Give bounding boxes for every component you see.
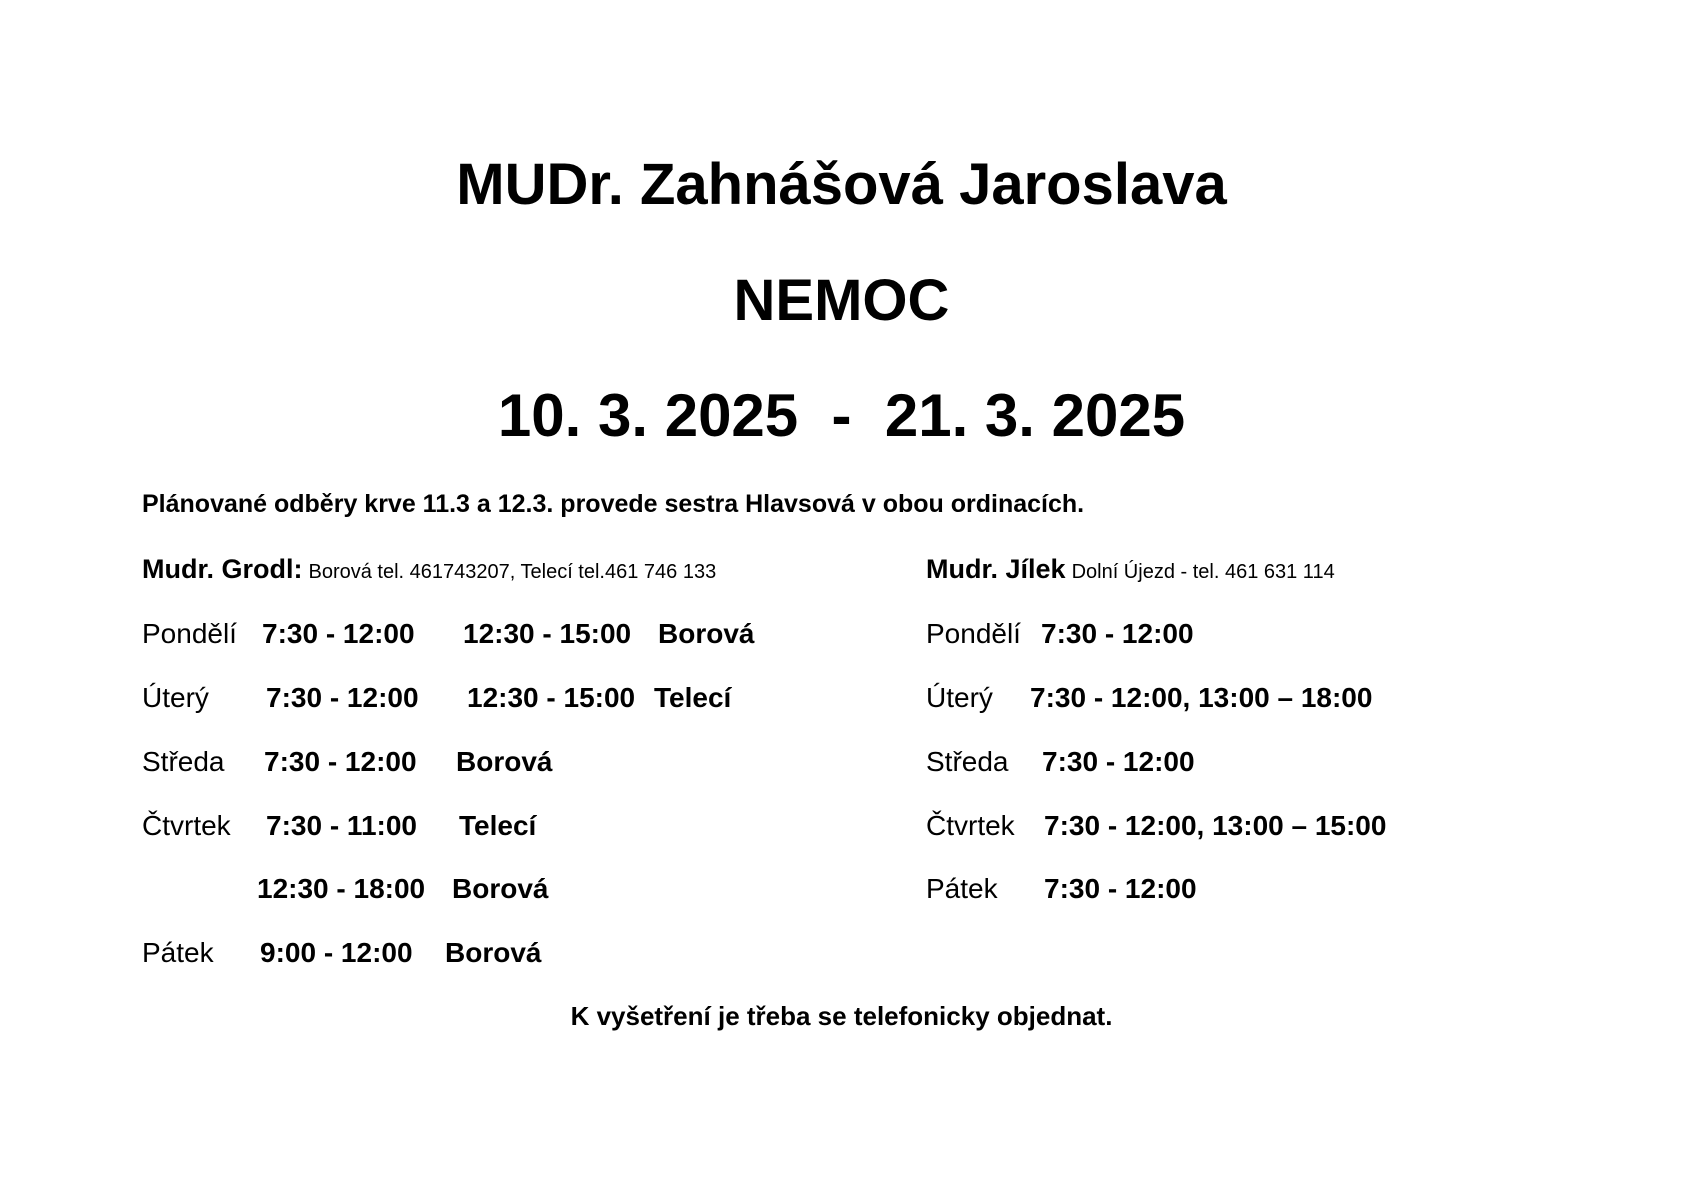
left-place: Borová bbox=[445, 937, 542, 968]
left-time-1: 7:30 - 11:00 bbox=[266, 810, 417, 841]
left-place: Borová bbox=[452, 873, 549, 904]
left-doctor-header bbox=[142, 552, 716, 589]
left-day: Čtvrtek bbox=[142, 810, 231, 841]
right-day: Čtvrtek bbox=[926, 810, 1015, 841]
right-hours: 7:30 - 12:00, 13:00 – 18:00 bbox=[1030, 682, 1373, 713]
right-hours: 7:30 - 12:00 bbox=[1041, 618, 1194, 649]
appointment-note: K vyšetření je třeba se telefonicky objednat. bbox=[570, 1001, 1113, 1031]
left-day: Pondělí bbox=[142, 618, 237, 649]
doctor-title: MUDr. Zahnášová Jaroslava bbox=[456, 152, 1227, 217]
left-day: Úterý bbox=[142, 682, 209, 713]
left-time-1: 7:30 - 12:00 bbox=[264, 746, 417, 777]
right-day: Úterý bbox=[926, 682, 993, 713]
blood-draw-note: Plánované odběry krve 11.3 a 12.3. provede sestra Hlavsová v obou ordinacích. bbox=[142, 490, 1085, 518]
left-time-1: 7:30 - 12:00 bbox=[262, 618, 415, 649]
right-day: Středa bbox=[926, 746, 1009, 777]
left-time-1: 7:30 - 12:00 bbox=[266, 682, 419, 713]
date-range: 10. 3. 2025 - 21. 3. 2025 bbox=[497, 382, 1186, 449]
left-place: Borová bbox=[456, 746, 553, 777]
right-doctor-name: Mudr. Jílek bbox=[926, 554, 1066, 584]
left-day: Středa bbox=[142, 746, 225, 777]
left-doctor-info: Borová tel. 461743207, Telecí tel.461 746 133 bbox=[308, 561, 717, 583]
left-time-1: 12:30 - 18:00 bbox=[257, 873, 426, 904]
left-time-1: 9:00 - 12:00 bbox=[260, 937, 413, 968]
right-doctor-info: Dolní Újezd - tel. 461 631 114 bbox=[1071, 561, 1335, 583]
left-time-2: 12:30 - 15:00 bbox=[467, 682, 636, 713]
left-place: Telecí bbox=[459, 810, 537, 841]
right-doctor-header bbox=[926, 552, 1335, 589]
right-day: Pondělí bbox=[926, 618, 1021, 649]
left-time-2: 12:30 - 15:00 bbox=[463, 618, 632, 649]
left-doctor-name: Mudr. Grodl: bbox=[142, 554, 303, 584]
right-hours: 7:30 - 12:00 bbox=[1042, 746, 1195, 777]
left-place: Telecí bbox=[654, 682, 732, 713]
right-hours: 7:30 - 12:00 bbox=[1044, 873, 1197, 904]
right-hours: 7:30 - 12:00, 13:00 – 15:00 bbox=[1044, 810, 1387, 841]
right-day: Pátek bbox=[926, 873, 998, 904]
status-heading: NEMOC bbox=[733, 268, 950, 333]
left-day: Pátek bbox=[142, 937, 214, 968]
left-place: Borová bbox=[658, 618, 755, 649]
